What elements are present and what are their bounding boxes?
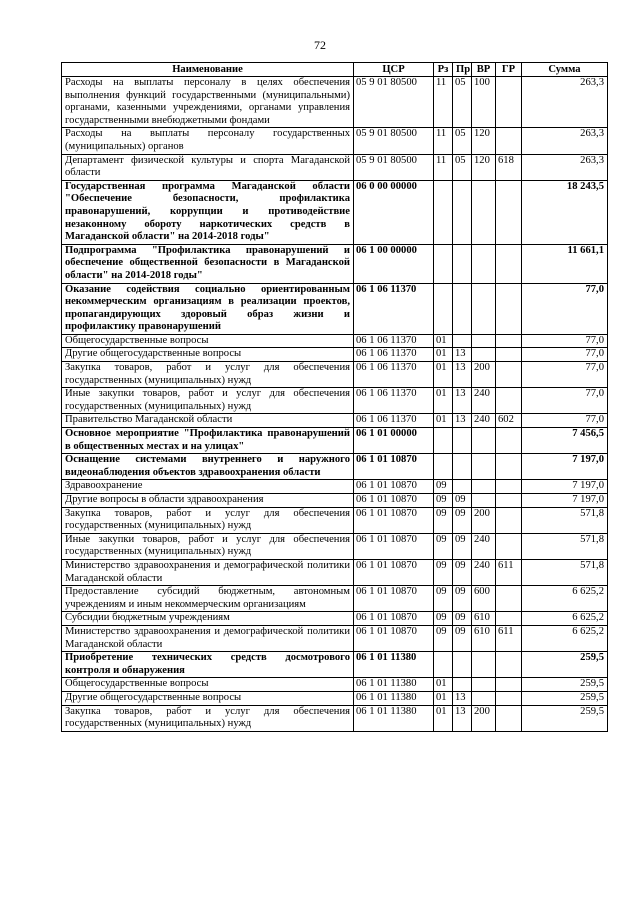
- cell-pr: [453, 480, 472, 494]
- cell-csr: 06 1 01 10870: [354, 533, 434, 559]
- cell-sum: 263,3: [522, 154, 608, 180]
- cell-name: Другие общегосударственные вопросы: [62, 691, 354, 705]
- cell-csr: 06 1 01 10870: [354, 507, 434, 533]
- cell-gr: 618: [496, 154, 522, 180]
- cell-sum: 7 456,5: [522, 428, 608, 454]
- cell-vr: [472, 348, 496, 362]
- table-row: [62, 625, 608, 651]
- cell-vr: 240: [472, 414, 496, 428]
- cell-pr: 13: [453, 348, 472, 362]
- cell-pr: 09: [453, 533, 472, 559]
- cell-name: Оказание содействия социально ориентированным некоммерческим организациям в реализации проектов, пропагандирующих здоровый образ жизни и профилактику правонарушений: [62, 283, 354, 334]
- cell-gr: [496, 180, 522, 244]
- cell-name: Расходы на выплаты персоналу в целях обеспечения выполнения функций государственными (муниципальными) органами, казенными учреждениями, органами управления государственными внебюджетными фондами: [62, 77, 354, 128]
- cell-gr: [496, 586, 522, 612]
- cell-name: Другие вопросы в области здравоохранения: [62, 494, 354, 508]
- cell-name: Приобретение технических средств досмотрового контроля и обнаружения: [62, 652, 354, 678]
- cell-sum: 77,0: [522, 334, 608, 348]
- cell-pr: 13: [453, 414, 472, 428]
- cell-sum: 263,3: [522, 128, 608, 154]
- table-row: [62, 334, 608, 348]
- cell-csr: 06 1 01 11380: [354, 691, 434, 705]
- header-csr: ЦСР: [354, 63, 434, 77]
- cell-gr: [496, 362, 522, 388]
- cell-vr: 200: [472, 507, 496, 533]
- cell-vr: [472, 678, 496, 692]
- table-row: [62, 428, 608, 454]
- cell-name: Субсидии бюджетным учреждениям: [62, 612, 354, 626]
- cell-name: Министерство здравоохранения и демографической политики Магаданской области: [62, 559, 354, 585]
- cell-sum: 571,8: [522, 559, 608, 585]
- cell-pr: 09: [453, 559, 472, 585]
- cell-vr: 610: [472, 625, 496, 651]
- cell-pr: 09: [453, 494, 472, 508]
- cell-vr: 240: [472, 533, 496, 559]
- cell-rz: 09: [434, 625, 453, 651]
- header-vr: ВР: [472, 63, 496, 77]
- table-row: [62, 283, 608, 334]
- cell-gr: 611: [496, 559, 522, 585]
- cell-rz: 09: [434, 533, 453, 559]
- cell-sum: 6 625,2: [522, 586, 608, 612]
- cell-name: Общегосударственные вопросы: [62, 678, 354, 692]
- cell-csr: 06 1 01 10870: [354, 586, 434, 612]
- cell-sum: 77,0: [522, 283, 608, 334]
- cell-pr: 05: [453, 154, 472, 180]
- header-sum: Сумма: [522, 63, 608, 77]
- table-row: [62, 348, 608, 362]
- cell-csr: 05 9 01 80500: [354, 77, 434, 128]
- header-rz: Рз: [434, 63, 453, 77]
- cell-gr: [496, 691, 522, 705]
- cell-vr: [472, 454, 496, 480]
- cell-csr: 06 1 01 11380: [354, 678, 434, 692]
- budget-table: [61, 62, 608, 732]
- cell-rz: 09: [434, 559, 453, 585]
- cell-vr: 100: [472, 77, 496, 128]
- cell-name: Другие общегосударственные вопросы: [62, 348, 354, 362]
- cell-sum: 77,0: [522, 388, 608, 414]
- table-row: [62, 388, 608, 414]
- table-header-row: [62, 63, 608, 77]
- cell-name: Государственная программа Магаданской области "Обеспечение безопасности, профилактика правонарушений, коррупции и противодействие незаконному обороту наркотических средств в Магаданской области" на 2014-2018 годы": [62, 180, 354, 244]
- cell-vr: 200: [472, 705, 496, 731]
- cell-rz: 11: [434, 128, 453, 154]
- cell-name: Основное мероприятие "Профилактика правонарушений в общественных местах и на улицах": [62, 428, 354, 454]
- cell-pr: [453, 283, 472, 334]
- cell-vr: 120: [472, 128, 496, 154]
- cell-name: Правительство Магаданской области: [62, 414, 354, 428]
- table-row: [62, 128, 608, 154]
- cell-vr: 610: [472, 612, 496, 626]
- header-pr: Пр: [453, 63, 472, 77]
- cell-pr: [453, 180, 472, 244]
- cell-sum: 259,5: [522, 691, 608, 705]
- cell-pr: 09: [453, 612, 472, 626]
- table-row: [62, 494, 608, 508]
- cell-sum: 77,0: [522, 348, 608, 362]
- cell-gr: [496, 428, 522, 454]
- cell-sum: 7 197,0: [522, 494, 608, 508]
- cell-vr: [472, 180, 496, 244]
- cell-vr: 600: [472, 586, 496, 612]
- cell-sum: 571,8: [522, 533, 608, 559]
- cell-pr: 05: [453, 77, 472, 128]
- cell-gr: [496, 678, 522, 692]
- table-row: [62, 244, 608, 283]
- cell-sum: 6 625,2: [522, 625, 608, 651]
- table-row: [62, 533, 608, 559]
- cell-pr: 13: [453, 362, 472, 388]
- cell-gr: [496, 480, 522, 494]
- cell-gr: 611: [496, 625, 522, 651]
- cell-gr: [496, 128, 522, 154]
- cell-csr: 06 1 01 10870: [354, 494, 434, 508]
- cell-gr: 602: [496, 414, 522, 428]
- table-row: [62, 507, 608, 533]
- table-row: [62, 77, 608, 128]
- cell-name: Общегосударственные вопросы: [62, 334, 354, 348]
- cell-pr: [453, 678, 472, 692]
- cell-vr: 240: [472, 388, 496, 414]
- cell-rz: 09: [434, 507, 453, 533]
- cell-csr: 05 9 01 80500: [354, 154, 434, 180]
- cell-sum: 571,8: [522, 507, 608, 533]
- cell-name: Закупка товаров, работ и услуг для обеспечения государственных (муниципальных) нужд: [62, 507, 354, 533]
- cell-sum: 18 243,5: [522, 180, 608, 244]
- cell-name: Иные закупки товаров, работ и услуг для обеспечения государственных (муниципальных) нужд: [62, 533, 354, 559]
- cell-pr: [453, 652, 472, 678]
- cell-csr: 06 1 01 11380: [354, 705, 434, 731]
- header-name: Наименование: [62, 63, 354, 77]
- cell-rz: [434, 428, 453, 454]
- cell-gr: [496, 494, 522, 508]
- cell-vr: 200: [472, 362, 496, 388]
- cell-name: Министерство здравоохранения и демографической политики Магаданской области: [62, 625, 354, 651]
- cell-rz: 01: [434, 705, 453, 731]
- cell-csr: 06 1 06 11370: [354, 334, 434, 348]
- cell-sum: 259,5: [522, 705, 608, 731]
- cell-csr: 06 1 00 00000: [354, 244, 434, 283]
- cell-gr: [496, 705, 522, 731]
- cell-csr: 06 1 01 10870: [354, 480, 434, 494]
- cell-rz: [434, 244, 453, 283]
- table-row: [62, 652, 608, 678]
- cell-sum: 259,5: [522, 678, 608, 692]
- cell-gr: [496, 533, 522, 559]
- cell-gr: [496, 334, 522, 348]
- table-row: [62, 559, 608, 585]
- cell-rz: 09: [434, 586, 453, 612]
- cell-rz: 09: [434, 612, 453, 626]
- cell-name: Оснащение системами внутреннего и наружного видеонаблюдения объектов здравоохранения области: [62, 454, 354, 480]
- cell-csr: 06 1 06 11370: [354, 362, 434, 388]
- cell-pr: [453, 428, 472, 454]
- cell-sum: 259,5: [522, 652, 608, 678]
- table-row: [62, 705, 608, 731]
- cell-name: Подпрограмма "Профилактика правонарушений и обеспечение общественной безопасности в Магаданской области" на 2014-2018 годы": [62, 244, 354, 283]
- cell-vr: [472, 428, 496, 454]
- cell-sum: 263,3: [522, 77, 608, 128]
- table-row: [62, 691, 608, 705]
- cell-csr: 06 1 06 11370: [354, 414, 434, 428]
- cell-rz: 01: [434, 414, 453, 428]
- cell-rz: 11: [434, 154, 453, 180]
- cell-rz: 01: [434, 362, 453, 388]
- cell-pr: 13: [453, 705, 472, 731]
- cell-pr: 05: [453, 128, 472, 154]
- cell-sum: 7 197,0: [522, 454, 608, 480]
- table-row: [62, 414, 608, 428]
- table-row: [62, 586, 608, 612]
- cell-pr: 13: [453, 691, 472, 705]
- page-number: 72: [314, 38, 326, 52]
- cell-vr: 120: [472, 154, 496, 180]
- cell-gr: [496, 652, 522, 678]
- cell-csr: 06 1 01 00000: [354, 428, 434, 454]
- cell-pr: 09: [453, 507, 472, 533]
- cell-csr: 06 1 06 11370: [354, 388, 434, 414]
- cell-sum: 7 197,0: [522, 480, 608, 494]
- cell-csr: 06 1 01 10870: [354, 625, 434, 651]
- cell-name: Расходы на выплаты персоналу государственных (муниципальных) органов: [62, 128, 354, 154]
- cell-csr: 06 1 01 10870: [354, 454, 434, 480]
- cell-rz: 09: [434, 480, 453, 494]
- cell-pr: 13: [453, 388, 472, 414]
- cell-rz: [434, 454, 453, 480]
- header-gr: ГР: [496, 63, 522, 77]
- cell-rz: [434, 180, 453, 244]
- cell-rz: 11: [434, 77, 453, 128]
- cell-rz: [434, 283, 453, 334]
- cell-rz: 01: [434, 348, 453, 362]
- cell-csr: 06 1 06 11370: [354, 283, 434, 334]
- cell-gr: [496, 507, 522, 533]
- cell-vr: [472, 480, 496, 494]
- cell-pr: [453, 244, 472, 283]
- cell-vr: [472, 244, 496, 283]
- table-row: [62, 362, 608, 388]
- table-row: [62, 454, 608, 480]
- cell-vr: [472, 652, 496, 678]
- cell-gr: [496, 348, 522, 362]
- cell-sum: 6 625,2: [522, 612, 608, 626]
- cell-gr: [496, 388, 522, 414]
- cell-vr: [472, 494, 496, 508]
- cell-gr: [496, 283, 522, 334]
- cell-csr: 06 1 01 10870: [354, 612, 434, 626]
- cell-vr: [472, 691, 496, 705]
- cell-sum: 11 661,1: [522, 244, 608, 283]
- cell-gr: [496, 454, 522, 480]
- cell-vr: [472, 334, 496, 348]
- cell-rz: [434, 652, 453, 678]
- table-row: [62, 480, 608, 494]
- cell-gr: [496, 612, 522, 626]
- table-row: [62, 180, 608, 244]
- cell-csr: 06 0 00 00000: [354, 180, 434, 244]
- cell-pr: 09: [453, 586, 472, 612]
- cell-sum: 77,0: [522, 362, 608, 388]
- cell-rz: 09: [434, 494, 453, 508]
- cell-name: Закупка товаров, работ и услуг для обеспечения государственных (муниципальных) нужд: [62, 362, 354, 388]
- cell-pr: [453, 454, 472, 480]
- table-row: [62, 154, 608, 180]
- cell-gr: [496, 77, 522, 128]
- cell-name: Иные закупки товаров, работ и услуг для обеспечения государственных (муниципальных) нужд: [62, 388, 354, 414]
- cell-pr: [453, 334, 472, 348]
- table-row: [62, 678, 608, 692]
- cell-name: Здравоохранение: [62, 480, 354, 494]
- cell-rz: 01: [434, 691, 453, 705]
- cell-sum: 77,0: [522, 414, 608, 428]
- cell-rz: 01: [434, 678, 453, 692]
- table-row: [62, 612, 608, 626]
- cell-csr: 06 1 06 11370: [354, 348, 434, 362]
- cell-name: Предоставление субсидий бюджетным, автономным учреждениям и иным некоммерческим организациям: [62, 586, 354, 612]
- cell-csr: 05 9 01 80500: [354, 128, 434, 154]
- cell-gr: [496, 244, 522, 283]
- cell-name: Департамент физической культуры и спорта Магаданской области: [62, 154, 354, 180]
- cell-rz: 01: [434, 334, 453, 348]
- cell-vr: 240: [472, 559, 496, 585]
- cell-name: Закупка товаров, работ и услуг для обеспечения государственных (муниципальных) нужд: [62, 705, 354, 731]
- cell-pr: 09: [453, 625, 472, 651]
- cell-csr: 06 1 01 10870: [354, 559, 434, 585]
- cell-rz: 01: [434, 388, 453, 414]
- cell-csr: 06 1 01 11380: [354, 652, 434, 678]
- cell-vr: [472, 283, 496, 334]
